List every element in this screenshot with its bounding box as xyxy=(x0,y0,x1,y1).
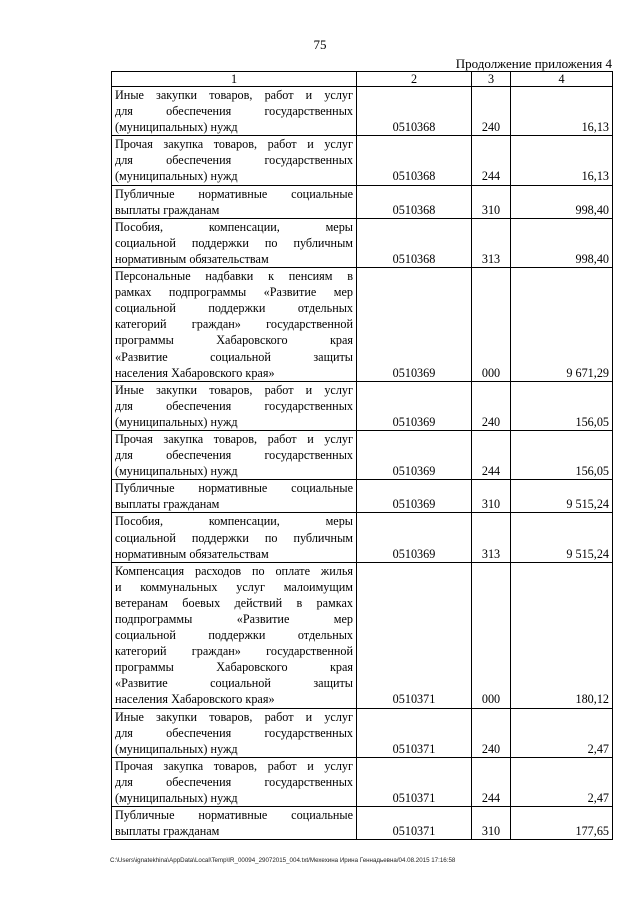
description-line: населения Хабаровского края» xyxy=(115,365,275,380)
row-description xyxy=(112,381,357,430)
description-line: (муниципальных) нужд xyxy=(115,120,238,135)
description-line: категорий граждан» государственной xyxy=(115,644,353,659)
row-description xyxy=(112,268,357,382)
header-cell: 3 xyxy=(472,72,511,87)
description-line: социальной поддержки по публичным xyxy=(115,530,353,545)
row-expense-type: 240 xyxy=(472,381,511,430)
row-expense-type: 000 xyxy=(472,562,511,708)
page-number: 75 xyxy=(313,37,327,52)
row-code: 0510369 xyxy=(357,513,472,562)
row-sum: 156,05 xyxy=(511,430,613,479)
row-expense-type: 244 xyxy=(472,136,511,185)
description-line: категорий граждан» государственной xyxy=(115,317,353,332)
row-sum: 16,13 xyxy=(511,136,613,185)
row-description xyxy=(112,708,357,757)
header-cell: 2 xyxy=(357,72,472,87)
description-line: Иные закупки товаров, работ и услуг xyxy=(115,382,353,397)
description-line: (муниципальных) нужд xyxy=(115,169,238,184)
row-expense-type: 244 xyxy=(472,757,511,806)
row-code: 0510368 xyxy=(357,218,472,267)
description-line: (муниципальных) нужд xyxy=(115,741,238,756)
description-line: для обеспечения государственных xyxy=(115,448,353,463)
row-description xyxy=(112,807,357,840)
row-description xyxy=(112,757,357,806)
description-line: нормативным обязательствам xyxy=(115,251,269,266)
row-sum: 16,13 xyxy=(511,87,613,136)
description-line: для обеспечения государственных xyxy=(115,725,353,740)
table-row xyxy=(112,381,613,430)
description-line: выплаты гражданам xyxy=(115,497,220,512)
description-line: программы Хабаровского края xyxy=(115,333,353,348)
description-line: Прочая закупка товаров, работ и услуг xyxy=(115,137,353,152)
description-line: выплаты гражданам xyxy=(115,202,220,217)
row-sum: 998,40 xyxy=(511,218,613,267)
row-code: 0510369 xyxy=(357,381,472,430)
table-row xyxy=(112,807,613,840)
row-code: 0510369 xyxy=(357,268,472,382)
row-sum: 9 515,24 xyxy=(511,480,613,513)
table-row xyxy=(112,185,613,218)
budget-table xyxy=(111,71,613,840)
table-row xyxy=(112,430,613,479)
description-line: Персональные надбавки к пенсиям в xyxy=(115,269,353,284)
table-row xyxy=(112,136,613,185)
row-description xyxy=(112,136,357,185)
header-cell: 1 xyxy=(112,72,357,87)
row-sum: 180,12 xyxy=(511,562,613,708)
row-code: 0510369 xyxy=(357,430,472,479)
row-expense-type: 313 xyxy=(472,218,511,267)
description-line: Пособия, компенсации, меры xyxy=(115,514,353,529)
row-sum: 9 671,29 xyxy=(511,268,613,382)
row-expense-type: 313 xyxy=(472,513,511,562)
description-line: Компенсация расходов по оплате жилья xyxy=(115,563,353,578)
description-line: для обеспечения государственных xyxy=(115,104,353,119)
table-row xyxy=(112,218,613,267)
row-sum: 2,47 xyxy=(511,757,613,806)
description-line: Публичные нормативные социальные xyxy=(115,481,353,496)
row-expense-type: 310 xyxy=(472,807,511,840)
row-code: 0510368 xyxy=(357,87,472,136)
description-line: программы Хабаровского края xyxy=(115,660,353,675)
row-code: 0510371 xyxy=(357,708,472,757)
row-code: 0510369 xyxy=(357,480,472,513)
row-description xyxy=(112,218,357,267)
description-line: социальной поддержки по публичным xyxy=(115,235,353,250)
description-line: (муниципальных) нужд xyxy=(115,791,238,806)
row-description xyxy=(112,562,357,708)
description-line: для обеспечения государственных xyxy=(115,774,353,789)
table-header-row xyxy=(112,72,613,87)
description-line: Публичные нормативные социальные xyxy=(115,808,353,823)
table-row xyxy=(112,480,613,513)
table-row xyxy=(112,757,613,806)
description-line: подпрограммы «Развитие мер xyxy=(115,612,353,626)
row-description xyxy=(112,430,357,479)
description-line: (муниципальных) нужд xyxy=(115,414,238,429)
row-code: 0510368 xyxy=(357,185,472,218)
description-line: рамках подпрограммы «Развитие мер xyxy=(115,285,353,300)
description-line: «Развитие социальной защиты xyxy=(115,676,353,691)
row-expense-type: 310 xyxy=(472,185,511,218)
row-code: 0510371 xyxy=(357,757,472,806)
row-expense-type: 240 xyxy=(472,87,511,136)
row-expense-type: 240 xyxy=(472,708,511,757)
row-sum: 998,40 xyxy=(511,185,613,218)
row-description xyxy=(112,185,357,218)
description-line: Иные закупки товаров, работ и услуг xyxy=(115,88,353,102)
description-line: ветеранам боевых действий в рамках xyxy=(115,595,353,610)
row-expense-type: 244 xyxy=(472,430,511,479)
table-row xyxy=(112,708,613,757)
description-line: социальной поддержки отдельных xyxy=(115,301,353,316)
description-line: социальной поддержки отдельных xyxy=(115,628,353,643)
description-line: для обеспечения государственных xyxy=(115,153,353,168)
description-line: выплаты гражданам xyxy=(115,824,220,839)
continuation-label: Продолжение приложения 4 xyxy=(455,56,612,71)
table-row xyxy=(112,87,613,136)
row-sum: 156,05 xyxy=(511,381,613,430)
description-line: нормативным обязательствам xyxy=(115,546,269,561)
table-row xyxy=(112,513,613,562)
description-line: для обеспечения государственных xyxy=(115,398,353,413)
row-code: 0510368 xyxy=(357,136,472,185)
row-code: 0510371 xyxy=(357,562,472,708)
row-expense-type: 000 xyxy=(472,268,511,382)
row-code: 0510371 xyxy=(357,807,472,840)
description-line: и коммунальных услуг малоимущим xyxy=(115,579,353,594)
table-row xyxy=(112,562,613,708)
description-line: Прочая закупка товаров, работ и услуг xyxy=(115,431,353,446)
row-description xyxy=(112,480,357,513)
row-description xyxy=(112,87,357,136)
table-row xyxy=(112,268,613,382)
header-cell: 4 xyxy=(511,72,613,87)
description-line: Иные закупки товаров, работ и услуг xyxy=(115,709,353,724)
description-line: Публичные нормативные социальные xyxy=(115,186,353,201)
description-line: Прочая закупка товаров, работ и услуг xyxy=(115,758,353,773)
file-path-footer: C:\Users\ignatekhina\AppData\Local\Temp\IR_00094_29072015_004.txt/Мехехина Ирина Геннадьевна/04.08.2015 17:16:58 xyxy=(110,857,456,864)
description-line: населения Хабаровского края» xyxy=(115,692,275,707)
row-sum: 9 515,24 xyxy=(511,513,613,562)
description-line: «Развитие социальной защиты xyxy=(115,349,353,364)
description-line: Пособия, компенсации, меры xyxy=(115,219,353,234)
description-line: (муниципальных) нужд xyxy=(115,464,238,479)
row-sum: 2,47 xyxy=(511,708,613,757)
row-sum: 177,65 xyxy=(511,807,613,840)
row-expense-type: 310 xyxy=(472,480,511,513)
row-description xyxy=(112,513,357,562)
